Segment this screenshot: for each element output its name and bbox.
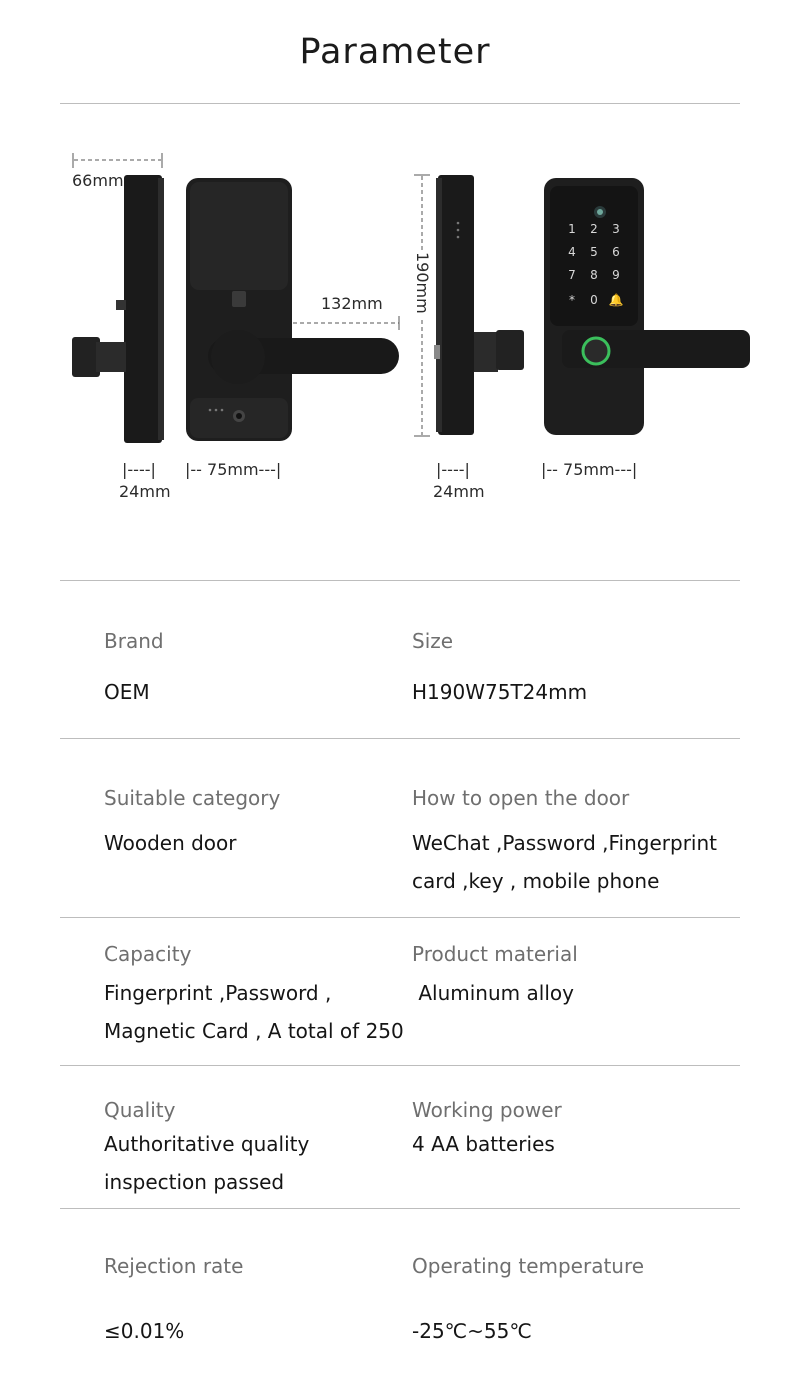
divider (60, 580, 740, 581)
rejection-label: Rejection rate (104, 1254, 244, 1278)
left-width-label: |-- 75mm---| (185, 460, 282, 479)
material-value: Aluminum alloy (412, 981, 574, 1005)
quality-label: Quality (104, 1098, 176, 1122)
lock-side-view-left (72, 175, 164, 443)
power-label: Working power (412, 1098, 562, 1122)
divider (60, 1208, 740, 1209)
size-value: H190W75T24mm (412, 680, 588, 704)
rejection-value: ≤0.01% (104, 1319, 185, 1343)
temperature-label: Operating temperature (412, 1254, 645, 1278)
divider (60, 917, 740, 918)
open-method-line-1: WeChat ,Password ,Fingerprint (412, 831, 717, 855)
category-label: Suitable category (104, 786, 281, 810)
capacity-value (104, 974, 404, 1050)
keypad-key: 3 (612, 222, 620, 236)
divider (60, 738, 740, 739)
keypad-key: 9 (612, 268, 620, 282)
temperature-value: -25℃~55℃ (412, 1319, 532, 1343)
left-thickness-label: 24mm (119, 482, 171, 501)
keypad-key: 5 (590, 245, 598, 259)
capacity-line-2: Magnetic Card , A total of 250 (104, 1019, 404, 1043)
keypad-key: 1 (568, 222, 576, 236)
right-thickness-bracket: |----| (436, 460, 470, 479)
size-label: Size (412, 629, 454, 653)
page-title: Parameter (299, 32, 491, 72)
keypad-key: 4 (568, 245, 576, 259)
capacity-line-1: Fingerprint ,Password , (104, 981, 332, 1005)
handle-length-label: 132mm (321, 294, 383, 313)
keypad-key: * (569, 293, 575, 307)
product-diagram (0, 0, 790, 560)
divider (60, 1065, 740, 1066)
open-method-label: How to open the door (412, 786, 630, 810)
keypad-key: 2 (590, 222, 598, 236)
lock-side-view-right (434, 175, 524, 435)
keypad-key: 🔔 (608, 293, 624, 307)
material-label: Product material (412, 942, 578, 966)
quality-value (104, 1125, 309, 1201)
left-thickness-bracket: |----| (122, 460, 156, 479)
category-value: Wooden door (104, 831, 237, 855)
open-method-value (412, 824, 717, 900)
quality-line-1: Authoritative quality (104, 1132, 310, 1156)
keypad-key: 0 (590, 293, 598, 307)
height-label: 190mm (413, 252, 432, 314)
brand-label: Brand (104, 629, 164, 653)
open-method-line-2: card ,key , mobile phone (412, 869, 660, 893)
power-value: 4 AA batteries (412, 1132, 555, 1156)
brand-value: OEM (104, 680, 150, 704)
right-width-label: |-- 75mm---| (541, 460, 638, 479)
keypad-key: 6 (612, 245, 620, 259)
right-thickness-label: 24mm (433, 482, 485, 501)
capacity-label: Capacity (104, 942, 192, 966)
keypad-key: 7 (568, 268, 576, 282)
depth-label: 66mm (72, 171, 124, 190)
quality-line-2: inspection passed (104, 1170, 285, 1194)
keypad-key: 8 (590, 268, 598, 282)
